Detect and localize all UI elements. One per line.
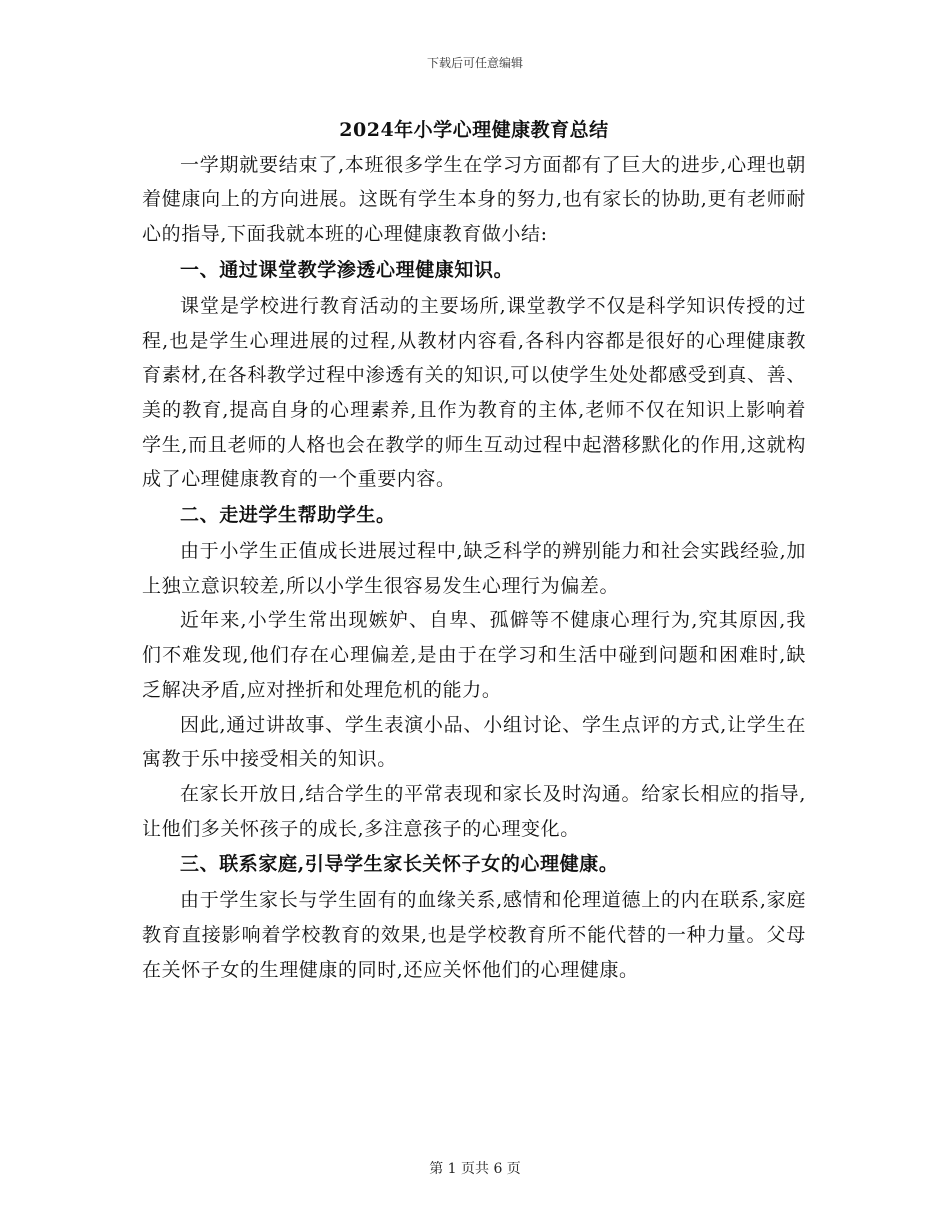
section-3-heading: 三、联系家庭,引导学生家长关怀子女的心理健康。 — [180, 853, 619, 876]
section-2-heading: 二、走进学生帮助学生。 — [180, 504, 396, 527]
section-2-paragraph-1: 由于小学生正值成长进展过程中,缺乏科学的辨别能力和社会实践经验,加上独立意识较差,所以小学生很容易发生心理行为偏差。 — [142, 540, 806, 597]
section-2-paragraph-4: 在家长开放日,结合学生的平常表现和家长及时沟通。给家长相应的指导,让他们多关怀孩子的成长,多注意孩子的心理变化。 — [142, 782, 806, 840]
section-3-paragraph: 由于学生家长与学生固有的血缘关系,感情和伦理道德上的内在联系,家庭教育直接影响着学校教育的效果,也是学校教育所不能代替的一种力量。父母在关怀子女的生理健康的同时,还应关怀他们的心理健康。 — [142, 889, 806, 981]
section-2-paragraph-2: 近年来,小学生常出现嫉妒、自卑、孤僻等不健康心理行为,究其原因,我们不难发现,他们存在心理偏差,是由于在学习和生活中碰到问题和困难时,缺乏解决矛盾,应对挫折和处理危机的能力。 — [142, 609, 806, 701]
document-title: 2024年小学心理健康教育总结 — [339, 119, 609, 141]
page-number-footer: 第 1 页共 6 页 — [429, 1161, 521, 1177]
intro-paragraph: 一学期就要结束了,本班很多学生在学习方面都有了巨大的进步,心理也朝着健康向上的方向进展。这既有学生本身的努力,也有家长的协助,更有老师耐心的指导,下面我就本班的心理健康教育做小结: — [142, 153, 806, 246]
section-1-paragraph: 课堂是学校进行教育活动的主要场所,课堂教学不仅是科学知识传授的过程,也是学生心理进展的过程,从教材内容看,各科内容都是很好的心理健康教育素材,在各科教学过程中渗透有关的知识,可以使学生处处都感受到真、善、美的教育,提高自身的心理素养,且作为教育的主体,老师不仅在知识上影响着学生,而且老师的人格也会在教学的师生互动过程中起潜移默化的作用,这就构成了心理健康教育的一个重要内容。 — [142, 294, 806, 491]
section-1-heading: 一、通过课堂教学渗透心理健康知识。 — [180, 258, 514, 281]
document-body — [142, 113, 806, 987]
section-2-paragraph-3: 因此,通过讲故事、学生表演小品、小组讨论、学生点评的方式,让学生在寓教于乐中接受相关的知识。 — [142, 713, 806, 771]
page-header-note: 下载后可任意编辑 — [426, 56, 523, 70]
